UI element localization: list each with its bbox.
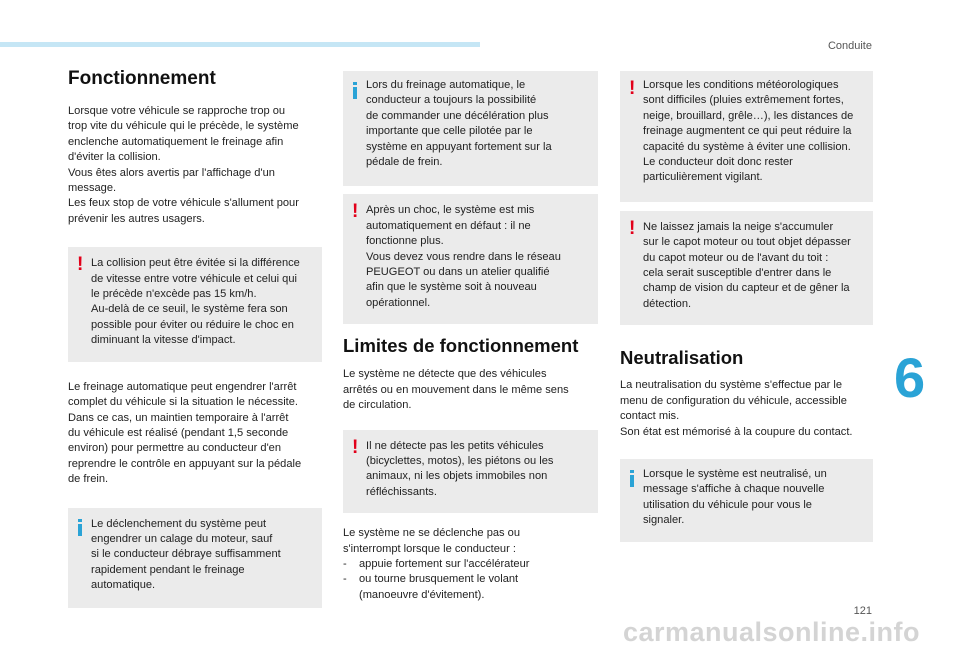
header-accent-bar bbox=[0, 42, 480, 47]
warning-icon: ! bbox=[352, 201, 359, 223]
info-box bbox=[620, 459, 873, 542]
info-box bbox=[343, 71, 598, 186]
paragraph-declenchement: Le système ne se déclenche pas ou s'interrompt lorsque le conducteur : bbox=[343, 527, 520, 555]
warning-box bbox=[343, 430, 598, 514]
warning-text: Il ne détecte pas les petits véhicules (bicyclettes, motos), les piétons ou les animaux, ni les objets immobiles non réfléchissants. bbox=[366, 439, 554, 498]
info-icon bbox=[627, 470, 637, 488]
warning-box bbox=[620, 211, 873, 325]
column-1 bbox=[68, 62, 322, 608]
list-item: - ou tourne brusquement le volant (manoeuvre d'évitement). bbox=[343, 573, 519, 601]
paragraph-arret: Le freinage automatique peut engendrer l'arrêt complet du véhicule si la situation le nécessite. Dans ce cas, un maintien temporaire à l'arrêt du véhicule est réalisé (pendant 1,5 seconde environ) pour permettre au conducteur d'en reprendre le contrôle en appuyant sur la pédale de frein. bbox=[68, 380, 302, 486]
section-title: Conduite bbox=[827, 40, 872, 52]
warning-text: Ne laissez jamais la neige s'accumuler sur le capot moteur ou tout objet dépasser du capot moteur ou de l'avant du toit : cela serait susceptible d'entrer dans le champ de vision du capteur et de gêner la détection. bbox=[643, 220, 851, 310]
warning-icon: ! bbox=[77, 254, 84, 276]
warning-icon: ! bbox=[629, 217, 636, 239]
section-heading-fonctionnement: Fonctionnement bbox=[68, 68, 216, 89]
paragraph-detection: Le système ne détecte que des véhicules arrêtés ou en mouvement dans le même sens de circulation. bbox=[343, 368, 569, 412]
warning-icon: ! bbox=[629, 78, 636, 99]
section-heading-limites: Limites de fonctionnement bbox=[343, 335, 579, 357]
warning-box bbox=[68, 247, 322, 361]
warning-text: Après un choc, le système est mis automatiquement en défaut : il ne fonctionne plus. Vous devez vous rendre dans le réseau PEUGEOT ou dans un atelier qualifié afin que le système soit à nouveau opérationnel. bbox=[366, 204, 561, 309]
warning-box bbox=[620, 71, 873, 202]
info-icon bbox=[75, 519, 85, 537]
warning-text: La collision peut être évitée si la différence de vitesse entre votre véhicule et celui qui le précède n'excède pas 15 km/h. Au-delà de ce seuil, le système fera son possible pour éviter ou réduire le choc en diminuant la vitesse d'impact. bbox=[91, 257, 300, 347]
paragraph-intro: Lorsque votre véhicule se rapproche trop ou trop vite du véhicule qui le précède, le système enclenche automatiquement le freinage afin d'éviter la collision. Vous êtes alors avertis par l'affichage d'un message. Les feux stop de votre véhicule s'allument pour prévenir les autres usagers. bbox=[68, 105, 299, 225]
info-text: Lors du freinage automatique, le conducteur a toujours la possibilité de commander une décélération plus importante que celle pilotée par le système en appuyant fortement sur la pédale de frein. bbox=[366, 79, 552, 169]
list-item: - appuie fortement sur l'accélérateur bbox=[343, 557, 530, 570]
warning-icon: ! bbox=[352, 436, 359, 458]
paragraph-neutralisation: La neutralisation du système s'effectue par le menu de configuration du véhicule, accessible contact mis. Son état est mémorisé à la coupure du contact. bbox=[620, 379, 853, 438]
watermark: carmanualsonline.info bbox=[622, 617, 920, 647]
page-number: 121 bbox=[853, 605, 872, 617]
column-3 bbox=[620, 71, 873, 542]
condition-list bbox=[343, 557, 598, 603]
warning-box bbox=[343, 194, 598, 324]
chapter-number: 6 bbox=[894, 346, 926, 409]
warning-text: Lorsque les conditions météorologiques sont difficiles (pluies extrêmement fortes, neige, brouillard, grêle…), les distances de freinage augmentent ce qui peut réduire la capacité du système à éviter une collision. Le conducteur doit donc rester particulièrement vigilant. bbox=[643, 79, 854, 184]
info-text: Lorsque le système est neutralisé, un message s'affiche à chaque nouvelle utilisation du véhicule pour vous le signaler. bbox=[643, 467, 827, 527]
column-2 bbox=[343, 71, 598, 603]
section-heading-neutralisation: Neutralisation bbox=[620, 347, 744, 369]
info-box bbox=[68, 508, 322, 608]
info-text: Le déclenchement du système peut engendrer un calage du moteur, sauf si le conducteur débraye suffisamment rapidement pendant le freinage automatique. bbox=[91, 517, 281, 592]
info-icon bbox=[350, 82, 360, 100]
